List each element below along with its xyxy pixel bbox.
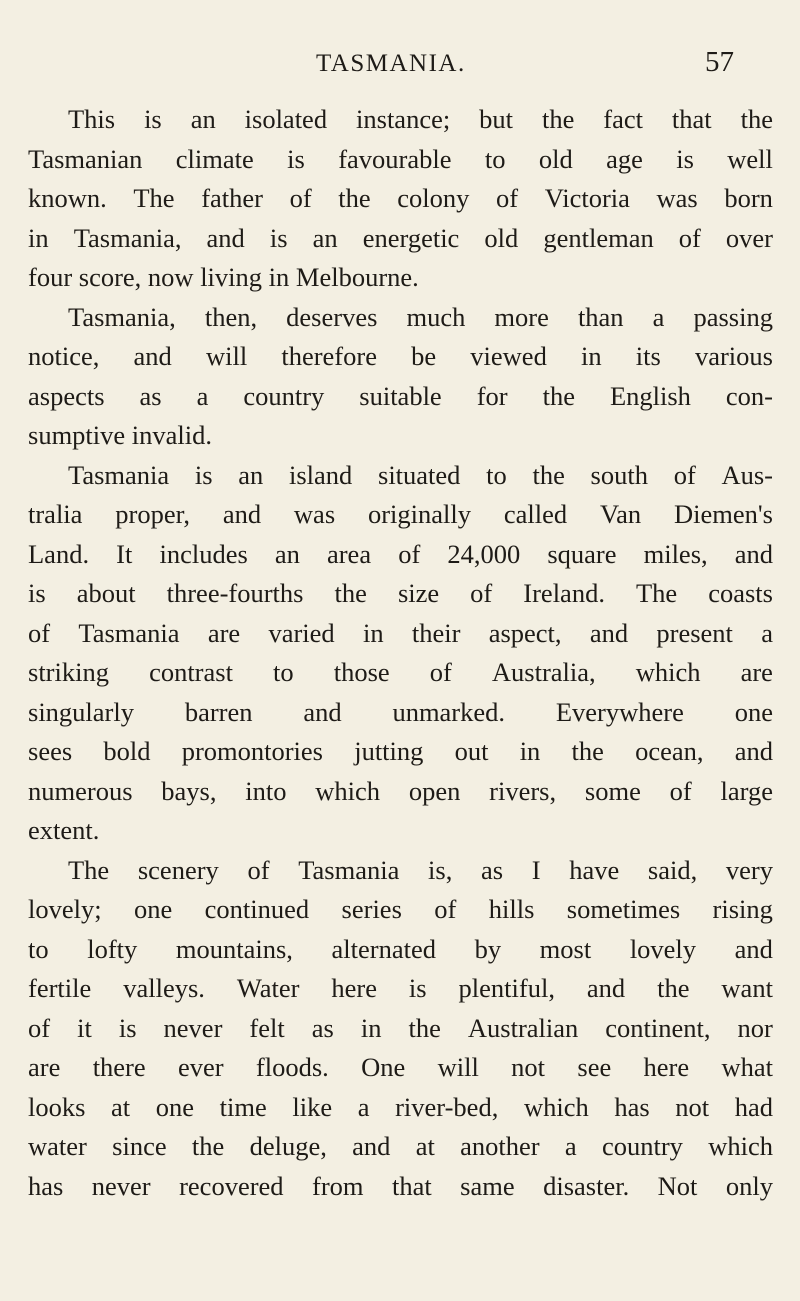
word: alternated — [331, 933, 436, 964]
word: bays, — [161, 775, 217, 806]
word: and — [133, 341, 172, 371]
word: most — [539, 933, 592, 964]
word: is — [408, 973, 427, 1003]
word: Not — [657, 1170, 698, 1201]
word: never — [163, 1012, 223, 1043]
word: 24,000 — [447, 538, 521, 569]
word: not — [511, 1052, 546, 1082]
word: which — [523, 1091, 589, 1122]
text-line — [28, 219, 773, 259]
word: of — [398, 538, 421, 569]
word: is — [676, 143, 694, 174]
word: in — [360, 1012, 382, 1043]
word: an — [274, 538, 300, 569]
text-line — [28, 1048, 773, 1088]
word: of — [28, 1012, 51, 1043]
word: has — [614, 1091, 650, 1122]
text-line — [28, 495, 773, 535]
word: to — [28, 933, 49, 964]
word: the — [740, 104, 773, 134]
word: The — [68, 854, 110, 885]
word: felt — [249, 1012, 285, 1043]
word: and — [589, 617, 629, 648]
word: Diemen's — [673, 499, 773, 529]
word: in — [28, 222, 49, 253]
word: nor — [737, 1012, 773, 1043]
word: as — [311, 1012, 334, 1043]
word: to — [486, 459, 507, 490]
word: much — [406, 301, 466, 332]
word: had — [734, 1091, 773, 1122]
word: large — [720, 775, 773, 806]
word: contrast — [149, 657, 233, 687]
word: one — [734, 696, 773, 727]
word: here — [331, 973, 377, 1003]
word: old — [484, 222, 519, 253]
word: mountains, — [175, 933, 293, 964]
word: includes — [159, 538, 248, 569]
word: colony — [397, 183, 470, 213]
word: for — [476, 380, 508, 411]
word: will — [437, 1052, 479, 1082]
word: aspect, — [488, 617, 562, 648]
word: fertile — [28, 973, 92, 1003]
word: gentleman — [543, 222, 654, 253]
word: an — [238, 459, 264, 490]
word: an — [190, 104, 216, 134]
text-line — [28, 653, 773, 693]
word: are — [28, 1052, 61, 1082]
word: valleys. — [123, 973, 205, 1003]
text-line — [28, 1167, 773, 1207]
word: the — [334, 578, 367, 608]
word: The — [635, 578, 678, 608]
word: some — [584, 775, 641, 806]
word: lovely — [629, 933, 697, 964]
word: present — [656, 617, 733, 648]
word: bold — [103, 736, 151, 766]
word: which — [708, 1131, 773, 1161]
word: known. — [28, 183, 107, 213]
word: lofty — [87, 933, 138, 964]
word: Tasmania — [298, 854, 400, 885]
running-head — [0, 46, 800, 90]
word: proper, — [115, 499, 190, 529]
word: Tasmania — [78, 617, 180, 648]
word: has — [28, 1170, 64, 1201]
word: south — [590, 459, 648, 490]
word: of — [470, 578, 493, 608]
word: country — [601, 1131, 683, 1161]
word: plentiful, — [458, 973, 555, 1003]
word: which — [315, 775, 381, 806]
word: in — [580, 341, 602, 371]
word: like — [292, 1091, 333, 1122]
word: looks — [28, 1091, 86, 1122]
word: Aus- — [721, 459, 773, 490]
word: ever — [177, 1052, 224, 1082]
word: time — [219, 1091, 267, 1122]
word: originally — [367, 499, 472, 529]
word: aspects — [28, 380, 105, 411]
word: sees — [28, 736, 73, 766]
word: another — [460, 1131, 540, 1161]
word: rivers, — [489, 775, 557, 806]
word: from — [312, 1170, 364, 1201]
text-line — [28, 574, 773, 614]
word: those — [333, 657, 390, 687]
word: said, — [647, 854, 698, 885]
word: continued — [204, 894, 310, 924]
word: in — [362, 617, 384, 648]
word: and — [303, 696, 342, 727]
word: out — [454, 736, 489, 766]
word: the — [541, 104, 575, 134]
word: age — [606, 143, 643, 174]
word: is — [118, 1012, 137, 1043]
body-text — [28, 100, 773, 1206]
word: disaster. — [543, 1170, 630, 1201]
word: Van — [599, 499, 642, 529]
word: promontories — [181, 736, 323, 766]
word: water — [28, 1131, 87, 1161]
word: jutting — [354, 736, 424, 766]
text-line — [28, 969, 773, 1009]
word: but — [479, 104, 514, 134]
text-line — [28, 1009, 773, 1049]
word: singularly — [28, 696, 134, 727]
word: This — [68, 104, 116, 134]
word: and — [352, 1131, 391, 1161]
text-line — [28, 890, 773, 930]
word: are — [740, 657, 773, 687]
word: tralia — [28, 499, 83, 529]
word: climate — [175, 143, 254, 174]
text-line — [28, 851, 773, 891]
word: a — [652, 301, 665, 332]
word: deluge, — [249, 1131, 327, 1161]
word: to — [273, 657, 294, 687]
word: there — [92, 1052, 146, 1082]
word: in — [519, 736, 541, 766]
word: since — [112, 1131, 167, 1161]
word: of — [434, 894, 457, 924]
word: floods. — [255, 1052, 329, 1082]
word: is — [194, 459, 213, 490]
word: various — [694, 341, 773, 371]
word: Tasmania, — [68, 301, 176, 332]
word: and — [734, 538, 773, 569]
word: of — [28, 617, 51, 648]
running-title: TASMANIA. — [316, 50, 466, 77]
word: of — [429, 657, 452, 687]
text-line — [28, 1127, 773, 1167]
word: called — [503, 499, 568, 529]
word: father — [201, 183, 263, 213]
word: Tasmanian — [28, 143, 143, 174]
word: that — [671, 104, 712, 134]
word: the — [657, 973, 690, 1003]
word: an — [312, 222, 338, 253]
word: have — [569, 854, 620, 885]
word: Land. — [28, 538, 90, 569]
word: One — [361, 1052, 406, 1082]
text-line — [28, 535, 773, 575]
word: energetic — [362, 222, 460, 253]
text-line — [28, 930, 773, 970]
word: a — [357, 1091, 370, 1122]
text-line — [28, 1088, 773, 1128]
word: over — [725, 222, 773, 253]
word: the — [408, 1012, 441, 1043]
text-line — [28, 456, 773, 496]
word: the — [532, 459, 565, 490]
word: one — [134, 894, 173, 924]
word: therefore — [281, 341, 377, 371]
word: Australian — [467, 1012, 579, 1043]
word: see — [577, 1052, 612, 1082]
word: of — [289, 183, 312, 213]
word: area — [326, 538, 372, 569]
word: as — [480, 854, 504, 885]
word: never — [91, 1170, 151, 1201]
word: sometimes — [566, 894, 681, 924]
word: their — [411, 617, 461, 648]
word: fact — [603, 104, 643, 134]
word: country — [243, 380, 325, 411]
word: and — [586, 973, 626, 1003]
word: isolated — [244, 104, 328, 134]
word: English — [609, 380, 691, 411]
word: its — [635, 341, 661, 371]
word: a — [196, 380, 209, 411]
word: suitable — [359, 380, 442, 411]
word: Tasmania, — [73, 222, 182, 253]
word: con- — [725, 380, 773, 411]
text-line — [28, 614, 773, 654]
word: It — [116, 538, 133, 569]
word: recovered — [179, 1170, 284, 1201]
word: situated — [378, 459, 461, 490]
word: into — [245, 775, 287, 806]
word: open — [408, 775, 461, 806]
text-line — [28, 298, 773, 338]
word: of — [247, 854, 270, 885]
word: three-fourths — [166, 578, 304, 608]
word: are — [207, 617, 241, 648]
word: viewed — [470, 341, 547, 371]
word: hills — [488, 894, 535, 924]
word: lovely; — [28, 894, 102, 924]
text-line — [28, 772, 773, 812]
word: only — [725, 1170, 773, 1201]
word: want — [721, 973, 773, 1003]
word: well — [727, 143, 773, 174]
word: I — [531, 854, 541, 885]
text-line — [28, 693, 773, 733]
word: at — [415, 1131, 435, 1161]
word: instance; — [356, 104, 451, 134]
word: of — [496, 183, 519, 213]
word: a — [761, 617, 773, 648]
word: not — [675, 1091, 710, 1122]
word: be — [411, 341, 437, 371]
word: Australia, — [491, 657, 596, 687]
word: is — [144, 104, 162, 134]
word: size — [397, 578, 440, 608]
word: Ireland. — [523, 578, 605, 608]
word: the — [191, 1131, 225, 1161]
text-line — [28, 100, 773, 140]
text-line — [28, 377, 773, 417]
word: was — [293, 499, 336, 529]
word: will — [205, 341, 248, 371]
word: varied — [268, 617, 335, 648]
word: one — [155, 1091, 195, 1122]
page-number: 57 — [705, 46, 734, 78]
text-line — [28, 732, 773, 772]
word: as — [139, 380, 162, 411]
word: born — [724, 183, 773, 213]
word: is — [28, 578, 46, 608]
word: Tasmania — [68, 459, 170, 490]
word: ocean, — [635, 736, 704, 766]
word: the — [542, 380, 575, 411]
word: Water — [236, 973, 300, 1003]
word: to — [484, 143, 506, 174]
word: old — [538, 143, 573, 174]
word: island — [288, 459, 353, 490]
word: about — [76, 578, 136, 608]
word: the — [571, 736, 604, 766]
text-line: sumptive invalid. — [28, 420, 213, 450]
word: Victoria — [544, 183, 630, 213]
word: striking — [28, 657, 109, 687]
word: more — [494, 301, 549, 332]
word: and — [222, 499, 262, 529]
text-line — [28, 179, 773, 219]
word: numerous — [28, 775, 133, 806]
word: of — [678, 222, 701, 253]
word: barren — [184, 696, 253, 727]
word: by — [474, 933, 502, 964]
word: is — [269, 222, 288, 253]
word: of — [669, 775, 692, 806]
word: deserves — [286, 301, 378, 332]
word: The — [133, 183, 175, 213]
word: favourable — [338, 143, 452, 174]
word: square — [547, 538, 617, 569]
word: same — [460, 1170, 515, 1201]
word: and — [206, 222, 245, 253]
word: the — [338, 183, 371, 213]
text-line: four score, now living in Melbourne. — [28, 262, 419, 292]
word: miles, — [643, 538, 708, 569]
word: river-bed, — [395, 1091, 499, 1122]
word: very — [725, 854, 773, 885]
word: is — [287, 143, 305, 174]
word: Everywhere — [555, 696, 684, 727]
word: unmarked. — [392, 696, 506, 727]
text-line — [28, 337, 773, 377]
word: is, — [428, 854, 453, 885]
text-line: extent. — [28, 815, 100, 845]
word: scenery — [137, 854, 219, 885]
word: it — [77, 1012, 92, 1043]
word: notice, — [28, 341, 100, 371]
word: what — [721, 1052, 773, 1082]
word: then, — [204, 301, 258, 332]
word: continent, — [605, 1012, 711, 1043]
word: and — [734, 736, 773, 766]
word: coasts — [708, 578, 773, 608]
word: which — [635, 657, 701, 687]
word: was — [656, 183, 698, 213]
word: of — [673, 459, 696, 490]
word: here — [643, 1052, 690, 1082]
word: passing — [693, 301, 773, 332]
word: rising — [712, 894, 773, 924]
text-line — [28, 140, 773, 180]
word: series — [341, 894, 402, 924]
word: at — [111, 1091, 131, 1122]
word: a — [564, 1131, 577, 1161]
word: and — [734, 933, 773, 964]
word: than — [577, 301, 624, 332]
word: that — [391, 1170, 432, 1201]
